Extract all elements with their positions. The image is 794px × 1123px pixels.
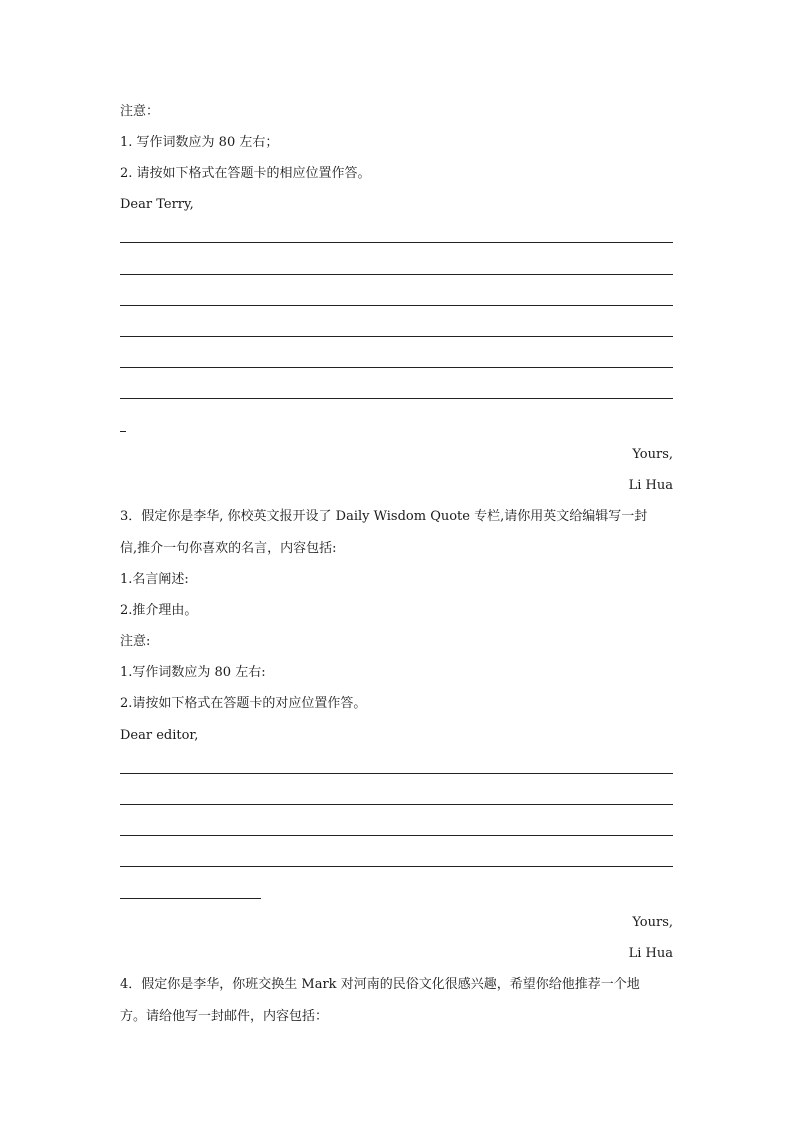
writing-line-short [120, 898, 261, 899]
question-3-prompt-line-1: 3．假定你是李华, 你校英文报开设了 Daily Wisdom Quote 专栏,请你用英文给编辑写一封 [120, 509, 648, 524]
notice-label: 注意: [120, 634, 151, 649]
note-word-count: 1. 写作词数应为 80 左右； [120, 135, 279, 150]
writing-line [120, 773, 673, 774]
question-3-prompt-line-2: 信,推介一句你喜欢的名言，内容包括: [120, 541, 337, 556]
letter-signature: Li Hua [628, 946, 673, 961]
writing-line [120, 804, 673, 805]
writing-line [120, 367, 673, 368]
writing-line [120, 336, 673, 337]
writing-line [120, 398, 673, 399]
question-4-prompt-line-1: 4．假定你是李华，你班交换生 Mark 对河南的民俗文化很感兴趣，希望你给他推荐一个地 [120, 977, 640, 992]
letter-closing: Yours, [632, 915, 673, 930]
letter-greeting: Dear Terry, [120, 197, 194, 212]
notice-label: 注意： [120, 104, 160, 119]
letter-greeting: Dear editor, [120, 728, 199, 743]
writing-line [120, 242, 673, 243]
note-answer-format: 2.请按如下格式在答题卡的对应位置作答。 [120, 696, 367, 711]
writing-line [120, 305, 673, 306]
note-answer-format: 2. 请按如下格式在答题卡的相应位置作答。 [120, 166, 371, 181]
writing-line [120, 835, 673, 836]
letter-closing: Yours, [632, 447, 673, 462]
writing-line-stub [120, 431, 126, 432]
writing-line [120, 274, 673, 275]
writing-line [120, 866, 673, 867]
note-word-count: 1.写作词数应为 80 左右: [120, 665, 266, 680]
question-3-item-1: 1.名言阐述: [120, 572, 189, 587]
letter-signature: Li Hua [628, 478, 673, 493]
question-4-prompt-line-2: 方。请给他写一封邮件，内容包括： [120, 1009, 329, 1024]
question-3-item-2: 2.推介理由。 [120, 603, 198, 618]
